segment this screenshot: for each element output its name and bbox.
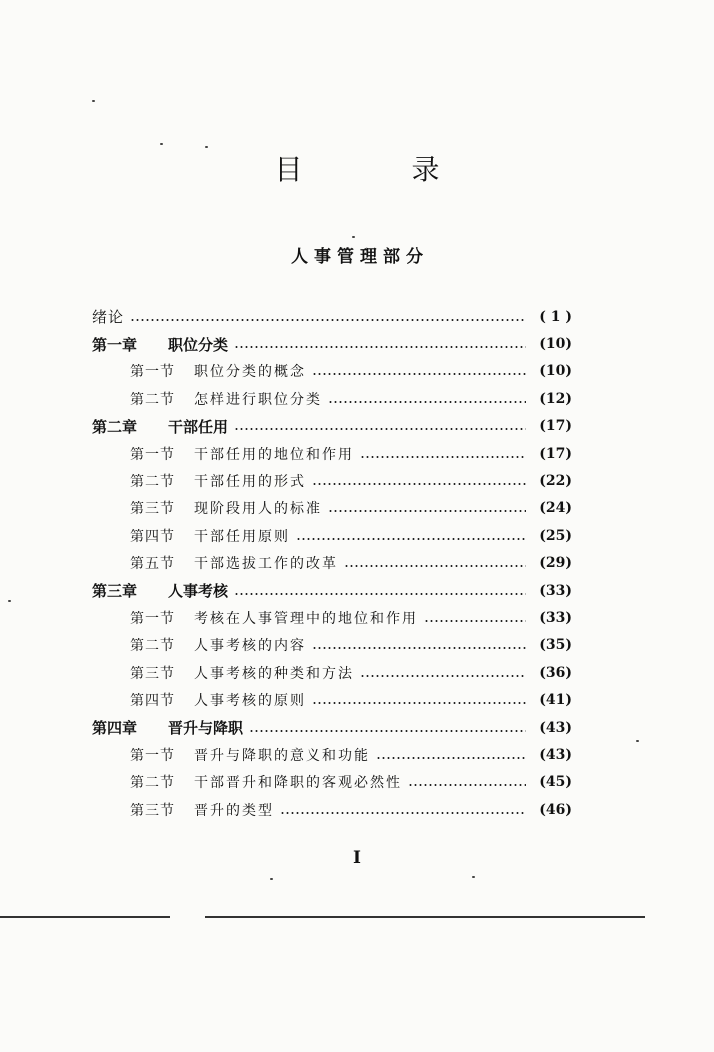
entry-label — [130, 772, 402, 792]
dot-leader — [328, 401, 526, 403]
dot-leader — [280, 812, 526, 814]
entry-page-number: (22) — [539, 473, 572, 490]
entry-page-number: (17) — [539, 445, 572, 462]
entry-label — [92, 416, 228, 437]
dot-leader — [328, 510, 526, 512]
entry-title: 人事考核的原则 — [194, 693, 306, 710]
entry-label — [130, 471, 306, 491]
entry-number: 第三节 — [130, 802, 175, 819]
dot-leader — [312, 702, 526, 704]
entry-title: 人事考核的内容 — [194, 638, 306, 655]
entry-label — [92, 580, 228, 601]
dot-leader — [234, 593, 526, 595]
entry-label — [130, 608, 418, 628]
scan-speck — [270, 878, 273, 880]
entry-number: 第三节 — [130, 665, 175, 682]
entry-page-number: (12) — [539, 390, 572, 407]
entry-number: 第一章 — [92, 335, 138, 354]
entry-page-number: (25) — [539, 527, 572, 544]
entry-page-number: (35) — [539, 637, 572, 654]
toc-section-entry — [92, 796, 572, 823]
scan-speck — [472, 876, 475, 878]
entry-number: 第三章 — [92, 582, 138, 601]
entry-page-number: (43) — [539, 746, 572, 763]
entry-label — [130, 553, 338, 573]
dot-leader — [234, 428, 526, 430]
entry-title: 干部任用的形式 — [194, 474, 306, 491]
table-of-contents — [92, 303, 572, 823]
entry-page-number: (29) — [539, 555, 572, 572]
entry-title: 人事考核 — [168, 582, 229, 601]
entry-page-number: (41) — [539, 692, 572, 709]
entry-label — [130, 635, 306, 655]
entry-title: 干部任用原则 — [194, 528, 290, 545]
entry-number: 第五节 — [130, 556, 175, 573]
entry-label — [130, 745, 370, 765]
entry-label — [130, 800, 274, 820]
entry-title: 考核在人事管理中的地位和作用 — [194, 610, 418, 627]
dot-leader — [312, 373, 526, 375]
scan-speck — [205, 146, 208, 148]
page-number: I — [353, 848, 361, 868]
entry-page-number: ( 1 ) — [539, 308, 572, 325]
entry-label — [130, 526, 290, 546]
toc-section-entry — [92, 686, 572, 713]
entry-number: 第四节 — [130, 693, 175, 710]
scan-speck — [352, 236, 355, 238]
toc-chapter-entry — [92, 577, 572, 604]
entry-title: 人事考核的种类和方法 — [194, 665, 354, 682]
toc-chapter-entry — [92, 714, 572, 741]
entry-page-number: (10) — [539, 336, 572, 353]
entry-title: 干部任用 — [168, 417, 229, 436]
dot-leader — [296, 538, 526, 540]
scan-speck — [8, 600, 11, 602]
bottom-rule-right — [205, 916, 645, 918]
dot-leader — [344, 565, 526, 567]
entry-title: 干部选拔工作的改革 — [194, 556, 338, 573]
entry-title: 干部任用的地位和作用 — [194, 446, 354, 463]
entry-page-number: (17) — [539, 418, 572, 435]
entry-number: 第二节 — [130, 638, 175, 655]
entry-label — [130, 663, 354, 683]
scan-speck — [92, 100, 95, 102]
entry-number: 第三节 — [130, 501, 175, 518]
toc-section-entry — [92, 522, 572, 549]
entry-page-number: (10) — [539, 363, 572, 380]
toc-intro-entry — [92, 303, 572, 330]
entry-label — [130, 444, 354, 464]
toc-section-entry — [92, 440, 572, 467]
entry-label — [92, 306, 124, 327]
entry-label — [92, 334, 228, 355]
entry-page-number: (33) — [539, 609, 572, 626]
toc-section-entry — [92, 741, 572, 768]
entry-label — [130, 389, 322, 409]
dot-leader — [408, 784, 526, 786]
toc-section-entry — [92, 769, 572, 796]
part-heading: 人事管理部分 — [291, 247, 429, 267]
entry-title: 晋升与降职 — [168, 719, 244, 738]
dot-leader — [312, 647, 526, 649]
entry-page-number: (43) — [539, 719, 572, 736]
page-title: 目 录 — [274, 153, 490, 186]
entry-title: 干部晋升和降职的客观必然性 — [194, 775, 402, 792]
dot-leader — [234, 346, 526, 348]
entry-label — [130, 690, 306, 710]
toc-section-entry — [92, 467, 572, 494]
entry-number: 第四章 — [92, 719, 138, 738]
entry-title: 现阶段用人的标准 — [194, 501, 322, 518]
dot-leader — [312, 483, 526, 485]
entry-page-number: (36) — [539, 664, 572, 681]
entry-page-number: (24) — [539, 500, 572, 517]
toc-chapter-entry — [92, 330, 572, 357]
entry-number: 绪论 — [92, 308, 125, 327]
scan-speck — [160, 143, 163, 145]
entry-label — [92, 717, 243, 738]
dot-leader — [249, 730, 526, 732]
entry-title: 怎样进行职位分类 — [194, 391, 322, 408]
toc-section-entry — [92, 550, 572, 577]
entry-page-number: (45) — [539, 774, 572, 791]
dot-leader — [424, 620, 526, 622]
toc-section-entry — [92, 495, 572, 522]
entry-number: 第一节 — [130, 747, 175, 764]
entry-page-number: (46) — [539, 801, 572, 818]
entry-number: 第一节 — [130, 610, 175, 627]
toc-chapter-entry — [92, 413, 572, 440]
dot-leader — [360, 675, 526, 677]
entry-number: 第二章 — [92, 417, 138, 436]
toc-section-entry — [92, 385, 572, 412]
entry-number: 第一节 — [130, 364, 175, 381]
entry-label — [130, 498, 322, 518]
scan-speck — [636, 740, 639, 742]
entry-number: 第二节 — [130, 474, 175, 491]
dot-leader — [130, 319, 526, 321]
entry-number: 第二节 — [130, 775, 175, 792]
entry-label — [130, 361, 306, 381]
entry-title: 职位分类的概念 — [194, 364, 306, 381]
dot-leader — [360, 456, 526, 458]
entry-number: 第四节 — [130, 528, 175, 545]
toc-section-entry — [92, 659, 572, 686]
entry-page-number: (33) — [539, 582, 572, 599]
dot-leader — [376, 757, 526, 759]
bottom-rule-left — [0, 916, 170, 918]
entry-title: 晋升与降职的意义和功能 — [194, 747, 370, 764]
entry-title: 职位分类 — [168, 335, 229, 354]
toc-section-entry — [92, 632, 572, 659]
entry-title: 晋升的类型 — [194, 802, 274, 819]
toc-section-entry — [92, 604, 572, 631]
entry-number: 第二节 — [130, 391, 175, 408]
entry-number: 第一节 — [130, 446, 175, 463]
toc-section-entry — [92, 358, 572, 385]
